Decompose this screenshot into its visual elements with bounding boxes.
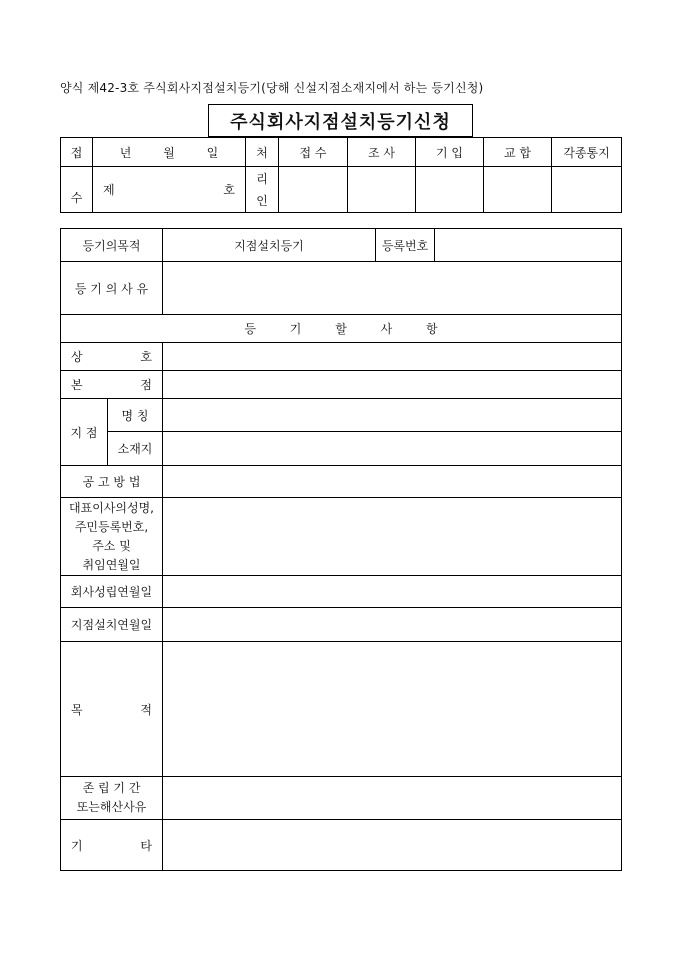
cause-field[interactable]: [163, 262, 622, 315]
reg-no-field[interactable]: [435, 229, 622, 262]
stamp-gyohap[interactable]: [484, 167, 552, 213]
duration-line-2: 또는해산사유: [76, 800, 147, 814]
stamp-giip[interactable]: [416, 167, 484, 213]
purpose-value: 지점설치등기: [163, 229, 376, 262]
duration-field[interactable]: [163, 777, 622, 820]
branch-name-field[interactable]: [163, 399, 622, 432]
rep-director-line-2: 주민등록번호,: [74, 519, 149, 534]
duration-label: [61, 777, 163, 820]
notice-method-field[interactable]: [163, 466, 622, 498]
rep-director-field[interactable]: [163, 498, 622, 576]
established-label: 회사성립연월일: [61, 576, 163, 608]
col-notices: 각종통지: [552, 138, 622, 167]
receipt-number-cell: [93, 167, 246, 213]
branch-label: 지 점: [61, 399, 108, 466]
business-purpose-label-1: 목: [71, 702, 83, 717]
other-label-1: 기: [71, 838, 83, 853]
trade-name-field[interactable]: [163, 343, 622, 371]
form-number-header: 양식 제42-3호 주식회사지점설치등기(당해 신설지점소재지에서 하는 등기신청): [60, 81, 484, 95]
col-giip: 기 입: [416, 138, 484, 167]
rep-director-line-4: 취임연월일: [82, 557, 141, 572]
receipt-date-line: 년 월 일: [93, 138, 246, 167]
established-field[interactable]: [163, 576, 622, 608]
business-purpose-field[interactable]: [163, 642, 622, 777]
matters-header: 등 기 할 사 항: [61, 315, 622, 343]
reg-no-label: 등록번호: [376, 229, 435, 262]
cheori-label-rest: [246, 167, 279, 213]
stamp-jeopsu[interactable]: [279, 167, 348, 213]
head-office-label-2: 점: [140, 378, 152, 392]
receipt-no-suffix: 호: [223, 183, 235, 197]
col-jeopsu: 접 수: [279, 138, 348, 167]
receipt-su-label: 수: [61, 167, 93, 213]
trade-name-label-2: 호: [140, 350, 152, 364]
form-title: 주식회사지점설치등기신청: [208, 104, 473, 137]
receipt-jeop-label: 접: [61, 138, 93, 167]
trade-name-label: [61, 343, 163, 371]
col-gyohap: 교 합: [484, 138, 552, 167]
cause-label: 등 기 의 사 유: [61, 262, 163, 315]
business-purpose-label: [61, 642, 163, 777]
receipt-table: [60, 137, 622, 213]
other-field[interactable]: [163, 820, 622, 871]
stamp-josa[interactable]: [348, 167, 416, 213]
rep-director-line-3: 주소 및: [92, 538, 131, 553]
cheori-label-2: 리: [256, 171, 268, 186]
receipt-no-prefix: 제: [103, 183, 115, 197]
other-label-2: 타: [140, 838, 152, 853]
rep-director-line-1: 대표이사의성명,: [69, 500, 154, 515]
head-office-label-1: 본: [71, 378, 83, 392]
registration-table: [60, 228, 622, 871]
trade-name-label-1: 상: [71, 350, 83, 364]
branch-name-label: 명 칭: [108, 399, 163, 432]
head-office-field[interactable]: [163, 371, 622, 399]
purpose-label: 등기의목적: [61, 229, 163, 262]
cheori-label-3: 인: [256, 193, 268, 208]
business-purpose-label-2: 적: [140, 702, 152, 717]
rep-director-label: [61, 498, 163, 576]
notice-method-label: 공 고 방 법: [61, 466, 163, 498]
other-label: [61, 820, 163, 871]
branch-location-label: 소재지: [108, 432, 163, 466]
branch-established-label: 지점설치연월일: [61, 608, 163, 642]
duration-line-1: 존 립 기 간: [82, 781, 141, 795]
head-office-label: [61, 371, 163, 399]
branch-established-field[interactable]: [163, 608, 622, 642]
cheori-label-1: 처: [246, 138, 279, 167]
stamp-notices[interactable]: [552, 167, 622, 213]
branch-location-field[interactable]: [163, 432, 622, 466]
col-josa: 조 사: [348, 138, 416, 167]
